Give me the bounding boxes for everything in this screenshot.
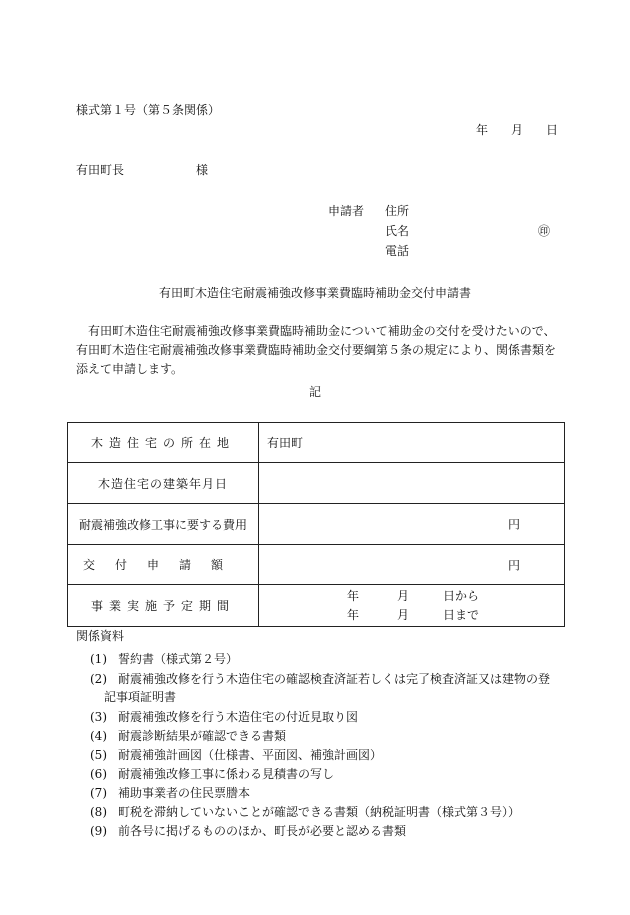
amount-value-cell[interactable]: [259, 545, 565, 585]
related-heading: 関係資料: [76, 629, 125, 643]
table-row-amount: [68, 545, 565, 585]
period-end-year: 年: [347, 607, 360, 622]
period-end: [259, 606, 564, 625]
applicant-phone-label: 電話: [385, 244, 410, 258]
build-date-label-cell: [68, 463, 259, 504]
applicant-name-label: 氏名: [385, 224, 410, 238]
cost-label: 耐震補強改修工事に要する費用: [78, 517, 247, 532]
period-end-month: 月: [397, 607, 410, 622]
list-item: (8) 町税を滞納していないことが確認できる書類（納税証明書（様式第３号））: [90, 805, 521, 819]
period-start-month: 月: [397, 588, 410, 603]
body-line-1: 有田町木造住宅耐震補強改修事業費臨時補助金について補助金の交付を受けたいので、: [88, 324, 556, 338]
list-item: (5) 耐震補強計画図（仕様書、平面図、補強計画図）: [90, 748, 383, 762]
build-date-label: 木造住宅の建築年月日: [97, 476, 228, 491]
applicant-role-label: 申請者: [328, 204, 365, 218]
period-label: 事業実施予定期間: [90, 599, 235, 613]
seal-mark: ㊞: [538, 224, 551, 238]
location-value: 有田町: [267, 436, 304, 450]
addressee-name: 有田町長: [76, 163, 125, 177]
period-start: [259, 587, 564, 606]
table-row-location: [68, 423, 565, 463]
location-label-cell: [68, 423, 259, 463]
body-line-2: 有田町木造住宅耐震補強改修事業費臨時補助金交付要綱第５条の規定により、関係書類を: [76, 343, 557, 357]
date-month-label: 月: [511, 123, 524, 137]
build-date-value-cell[interactable]: [259, 463, 565, 504]
date-day-label: 日: [546, 123, 559, 137]
document-title: 有田町木造住宅耐震補強改修事業費臨時補助金交付申請書: [158, 286, 471, 300]
list-item: (2) 耐震補強改修を行う木造住宅の確認検査済証若しくは完了検査済証又は建物の登: [90, 672, 551, 686]
table-row-period: [68, 585, 565, 627]
amount-label: 交付申請額: [82, 558, 243, 572]
applicant-address-label: 住所: [385, 204, 410, 218]
list-item: (4) 耐震診断結果が確認できる書類: [90, 729, 287, 743]
table-row-build-date: [68, 463, 565, 504]
list-item: (6) 耐震補強改修工事に係わる見積書の写し: [90, 767, 335, 781]
list-item: (7) 補助事業者の住民票謄本: [90, 786, 251, 800]
list-item-continuation: 記事項証明書: [104, 690, 177, 704]
location-value-cell[interactable]: [259, 423, 565, 463]
period-start-year: 年: [347, 588, 360, 603]
list-item: (1) 誓約書（様式第２号）: [90, 652, 239, 666]
location-label: 木造住宅の所在地: [90, 436, 235, 450]
ki-label: 記: [308, 385, 321, 399]
period-start-day: 日から: [443, 588, 480, 603]
body-line-3: 添えて申請します。: [76, 362, 184, 376]
list-item: (3) 耐震補強改修を行う木造住宅の付近見取り図: [90, 710, 359, 724]
cost-label-cell: [68, 504, 259, 545]
body-paragraph: [76, 322, 566, 379]
table-row-cost: [68, 504, 565, 545]
application-table: [67, 422, 565, 627]
list-item: (9) 前各号に掲げるもののほか、町長が必要と認める書類: [90, 824, 407, 838]
period-label-cell: [68, 585, 259, 627]
amount-yen-unit: 円: [507, 558, 520, 572]
period-end-day: 日まで: [443, 607, 480, 622]
addressee-honorific: 様: [196, 163, 209, 177]
form-number: 様式第１号（第５条関係）: [76, 103, 221, 117]
date-year-label: 年: [476, 123, 489, 137]
cost-value-cell[interactable]: [259, 504, 565, 545]
cost-yen-unit: 円: [507, 517, 520, 532]
amount-label-cell: [68, 545, 259, 585]
period-value-cell[interactable]: [259, 585, 565, 627]
